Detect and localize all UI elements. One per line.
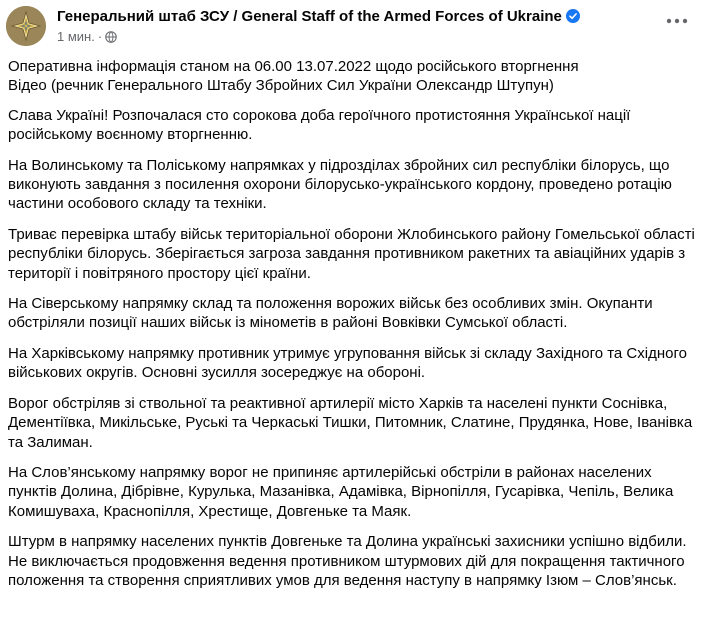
globe-icon[interactable]: [105, 31, 117, 46]
post-header: [0, 0, 704, 50]
post-paragraph: На Волинському та Поліському напрямках у підрозділах збройних сил республіки білорусь, що виконують завдання з посилення охорони білорусько-українського кордону, проведено ротацію частини особового складу та техніки.: [8, 156, 672, 213]
post-paragraph: На Слов’янському напрямку ворог не припиняє артилерійські обстріли в районах населених пунктів Долина, Дібрівне, Курулька, Мазанівка, Адамівка, Вірнопілля, Гусарівка, Чепіль, Велика Комишуваха, Краснопілля, Хрестище, Довгеньке та Маяк.: [8, 463, 674, 520]
page-name: Генеральний штаб ЗСУ / General Staff of the Armed Forces of Ukraine: [57, 8, 562, 25]
page-name-link[interactable]: [57, 8, 580, 27]
post-timestamp[interactable]: 1 мин.: [57, 29, 95, 44]
post-line-operational-info: Оперативна інформація станом на 06.00 13.07.2022 щодо російського вторгнення: [8, 58, 579, 75]
post-paragraph: Штурм в напрямку населених пунктів Довгеньке та Долина українські захисники успішно відбили. Не виключається продовження ведення противником штурмових дій для покращення тактичного положення та створення сприятливих умов для ведення наступу в напрямку Ізюм – Слов’янськ.: [8, 533, 687, 589]
post-paragraph-intro: [8, 57, 698, 96]
post-paragraph: На Сіверському напрямку склад та положення ворожих військ без особливих змін. Окупанти обстріляли позиції наших військ із мінометів в районі Вовківки Сумської області.: [8, 295, 653, 332]
post-paragraph: На Харківському напрямку противник утримує угруповання військ зі складу Західного та Східного військових округів. Основні зусилля зосереджує на обороні.: [8, 344, 687, 382]
post-line-video-info: Відео (речник Генерального Штабу Збройних Сил України Олександр Штупун): [8, 77, 554, 95]
post-paragraph: Ворог обстріляв зі ствольної та реактивної артилерії місто Харків та населені пункти Соснівка, Дементіївка, Микільське, Руські та Черкаські Тишки, Питомник, Слатине, Прудянка, Нове, Іванівка та Залиман.: [8, 394, 693, 451]
post-body: [8, 57, 698, 601]
post-paragraph: Триває перевірка штабу військ територіальної оборони Жлобинського району Гомельської області республіки білорусь. Зберігається загроза завдання противником ракетних та авіаційних ударів з території і повітряного простору цієї країни.: [8, 225, 695, 282]
verified-badge-icon: [566, 9, 580, 27]
post-paragraph: Слава Україні! Розпочалася сто сорокова доба героїчного протистояння Української нації російському воєнному вторгненню.: [8, 106, 631, 144]
meta-separator: ·: [97, 29, 103, 44]
more-options-icon[interactable]: [662, 10, 692, 30]
general-staff-emblem-icon: [6, 6, 46, 46]
post-meta: [57, 29, 117, 46]
page-avatar[interactable]: [6, 6, 46, 46]
